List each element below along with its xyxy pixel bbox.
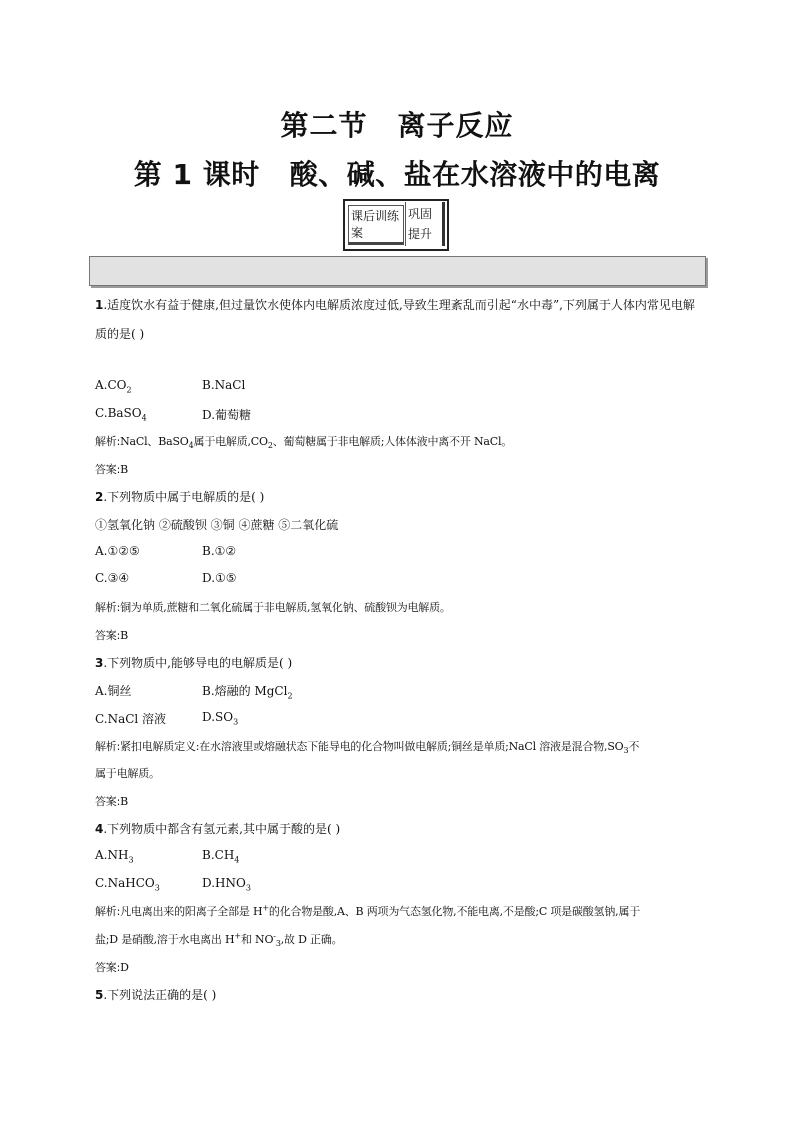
- question-number: 3: [95, 656, 104, 670]
- option-b: $B.CH_4$: [202, 848, 240, 865]
- analysis-label: 解析:: [95, 601, 121, 614]
- option-d: D.葡萄糖: [202, 408, 252, 422]
- tag-consolidate: 巩固提升: [405, 202, 445, 246]
- analysis-cont: 盐;D 是硝酸,溶于水电离出 H+和 $NO^-_3$,故 D 正确。: [95, 931, 343, 949]
- option-d: $D.SO_3$: [202, 710, 239, 727]
- question-3: [95, 654, 292, 671]
- question-2: [95, 488, 264, 505]
- question-text: .下列物质中,能够导电的电解质是( ): [103, 656, 293, 670]
- section-title-number: 第二节: [280, 109, 368, 142]
- question-number: 4: [95, 822, 104, 836]
- answer: 答案:B: [95, 463, 128, 476]
- answer: 答案:D: [95, 961, 129, 974]
- answer-label: 答案:: [95, 463, 121, 476]
- analysis: 解析:铜为单质,蔗糖和二氧化硫属于非电解质,氢氧化钠、硫酸钡为电解质。: [95, 601, 451, 614]
- header-banner: [89, 256, 706, 286]
- analysis-label: 解析:: [95, 740, 121, 753]
- option-c: C.BaSO$_4$: [95, 406, 147, 423]
- question-number: 5: [95, 988, 104, 1002]
- analysis: 解析:NaCl、BaSO$_4$属于电解质$,CO_2$、葡萄糖属于非电解质;人体体液中离不开 NaCl。: [95, 435, 513, 451]
- option-b: B.NaCl: [202, 378, 246, 392]
- question-text: .下列物质中都含有氢元素,其中属于酸的是( ): [103, 822, 341, 836]
- answer: 答案:B: [95, 629, 128, 642]
- section-title-text: 离子反应: [397, 109, 514, 142]
- section-tag: [343, 199, 449, 251]
- question-1: [95, 296, 695, 313]
- tag-homework: 课后训练案: [348, 205, 404, 245]
- answer-label: 答案:: [95, 961, 121, 974]
- option-c: C.③④: [95, 571, 130, 585]
- analysis: 解析:紧扣电解质定义:在水溶液里或熔融状态下能导电的化合物叫做电解质;铜丝是单质;NaCl 溶液是混合物$,SO_3$不: [95, 740, 640, 756]
- lesson-number: 第 1 课时: [133, 158, 260, 191]
- option-d: D.①⑤: [202, 571, 237, 585]
- question-number: 1: [95, 298, 104, 312]
- option-d: $D.HNO_3$: [202, 876, 251, 893]
- question-2-items: ①氢氧化钠 ②硫酸钡 ③铜 ④蔗糖 ⑤二氧化硫: [95, 518, 339, 532]
- question-text: .下列物质中属于电解质的是( ): [103, 490, 265, 504]
- lesson-title-text: 酸、碱、盐在水溶液中的电离: [289, 158, 661, 191]
- analysis-label: 解析:: [95, 905, 121, 918]
- answer: 答案:B: [95, 795, 128, 808]
- question-5: [95, 986, 216, 1003]
- analysis: 解析:凡电离出来的阳离子全部是 H+的化合物是酸,A、B 两项为气态氢化物,不能电离,不是酸;C 项是碳酸氢钠,属于: [95, 903, 641, 918]
- question-number: 2: [95, 490, 104, 504]
- section-title: [0, 104, 794, 144]
- option-a: A.①②⑤: [95, 544, 140, 558]
- lesson-title: [0, 153, 794, 193]
- answer-label: 答案:: [95, 795, 121, 808]
- question-text: .下列说法正确的是( ): [103, 988, 217, 1002]
- question-text: .适度饮水有益于健康,但过量饮水使体内电解质浓度过低,导致生理紊乱而引起“水中毒”,下列属于人体内常见电解: [103, 298, 695, 312]
- option-c: C.NaHCO$_3$: [95, 876, 160, 893]
- question-4: [95, 820, 340, 837]
- option-a: $A.NH_3$: [95, 848, 134, 865]
- analysis-cont: 属于电解质。: [95, 767, 160, 780]
- option-a: A.铜丝: [95, 684, 132, 698]
- answer-label: 答案:: [95, 629, 121, 642]
- option-c: C.NaCl 溶液: [95, 712, 167, 726]
- question-1-cont: 质的是( ): [95, 327, 145, 341]
- option-b: B.熔融的 MgCl$_2$: [202, 684, 293, 701]
- option-b: B.①②: [202, 544, 237, 558]
- analysis-label: 解析:: [95, 435, 121, 448]
- option-a: $A.CO_2$: [95, 378, 132, 395]
